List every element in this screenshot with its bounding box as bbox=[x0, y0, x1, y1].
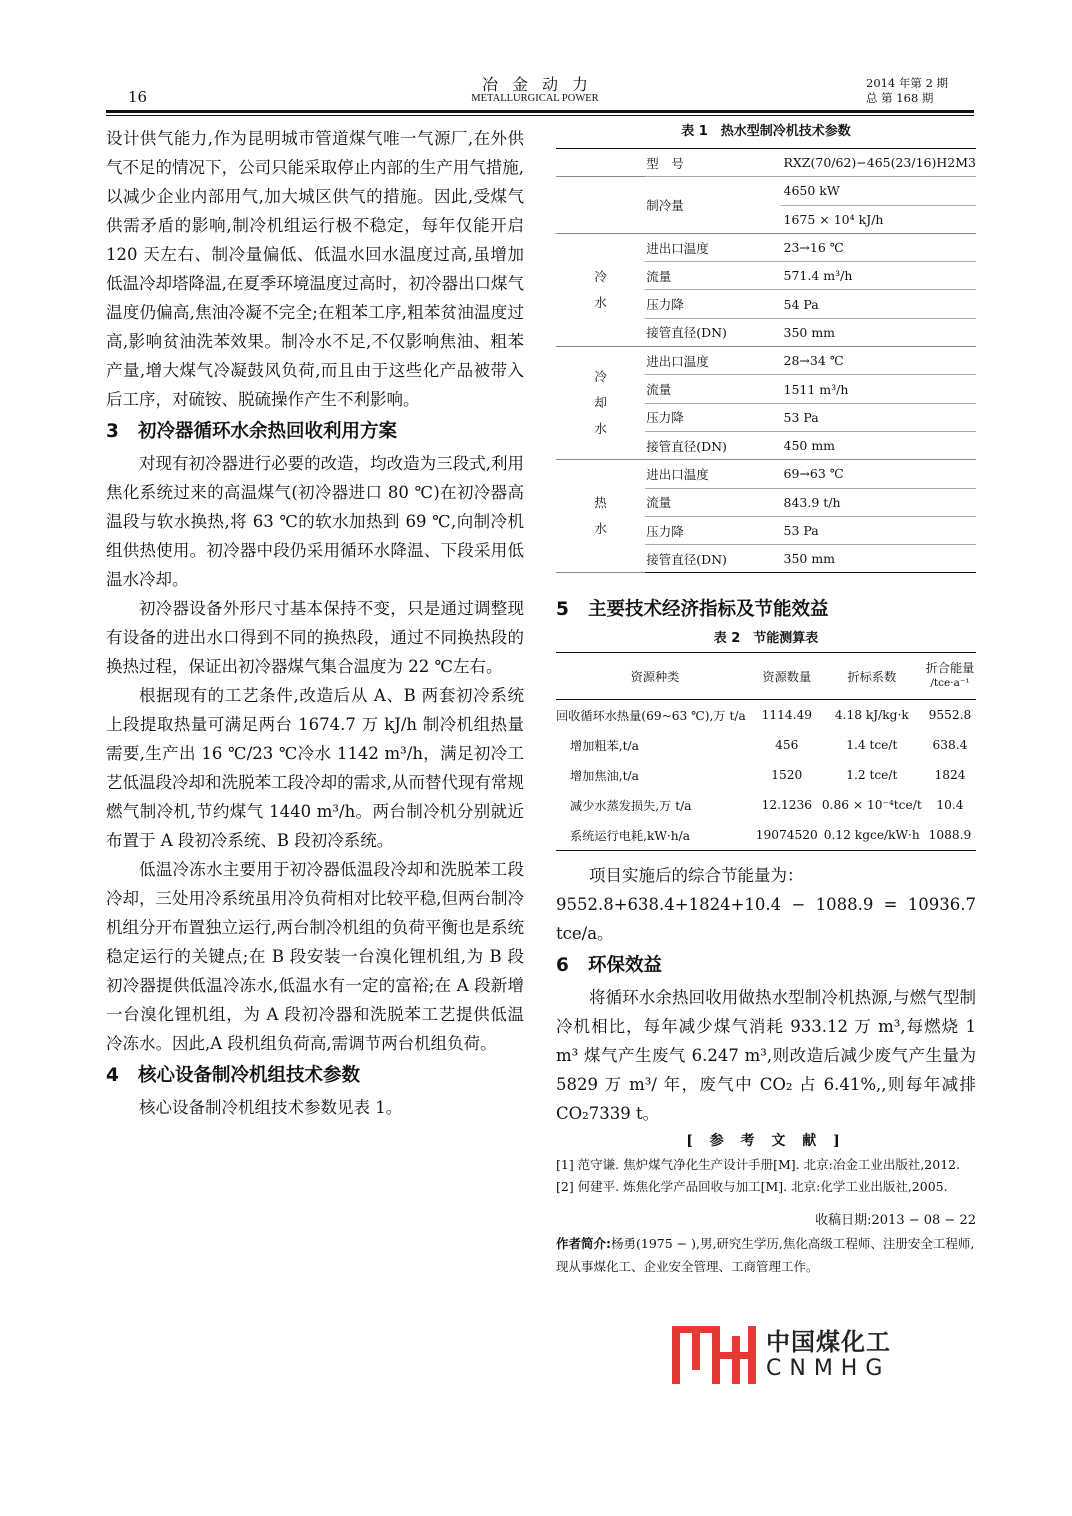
table1-group-label: 冷 水 bbox=[556, 233, 645, 346]
table1-model-label: 型 号 bbox=[645, 149, 780, 177]
table2-caption: 表 2 节能测算表 bbox=[713, 631, 819, 647]
section-4-number: 4 bbox=[106, 1065, 119, 1086]
table2-cell-energy: 638.4 bbox=[932, 738, 968, 753]
table1-param-name: 压力降 bbox=[645, 516, 780, 544]
section-3-title: 初冷器循环水余热回收利用方案 bbox=[138, 421, 398, 442]
table1-param-value: 53 Pa bbox=[781, 516, 977, 544]
table2-cell-energy: 10.4 bbox=[936, 798, 964, 813]
table1-param-value: 1511 m³/h bbox=[781, 375, 977, 403]
table2-cell-coefficient: 1.2 tce/t bbox=[846, 768, 898, 783]
table2-cell-quantity: 19074520 bbox=[755, 828, 818, 843]
table2-cell-resource: 减少水蒸发损失,万 t/a bbox=[570, 798, 692, 813]
table2-header-resource: 资源种类 bbox=[556, 653, 754, 700]
table1-param-value: 350 mm bbox=[783, 551, 836, 567]
table2-header-energy bbox=[924, 653, 976, 700]
reference-2: [2] 何建平. 炼焦化学产品回收与加工[M]. 北京:化学工业出版社,2005. bbox=[556, 1179, 948, 1195]
table2-row bbox=[556, 790, 976, 820]
table2-cell-coefficient: 0.86 × 10⁻⁴tce/t bbox=[821, 798, 922, 813]
table2-cell-energy: 1088.9 bbox=[928, 828, 972, 843]
paragraph-heat-supply: 根据现有的工艺条件,改造后从 A、B 两套初冷系统上段提取热量可满足两台 1674.7 万 kJ/h 制冷机组热量需要,生产出 16 ℃/23 ℃冷水 1142 m³/h，满足初冷工艺低温段冷却和洗脱苯工段冷却的需求,从而替代现有常规燃气制冷机,节约煤气 1440 m³/h。两台制冷机分别就近布置于 A 段初冷系统、B 段初冷系统。 bbox=[106, 686, 524, 850]
table2-energy-savings bbox=[556, 652, 976, 851]
table1-param-name: 流量 bbox=[645, 375, 780, 403]
table1-row bbox=[556, 460, 976, 488]
section-3-heading bbox=[106, 417, 524, 447]
table2-cell-coefficient: 1.4 tce/t bbox=[846, 738, 898, 753]
table1-blank-cell bbox=[556, 177, 645, 234]
table2-cell-resource: 回收循环水热量(69~63 ℃),万 t/a bbox=[556, 708, 746, 723]
right-column bbox=[556, 120, 976, 1278]
section-5-heading bbox=[556, 595, 976, 625]
mh-logo-icon bbox=[672, 1326, 756, 1384]
table1-param-name: 接管直径(DN) bbox=[645, 431, 780, 459]
table2-row bbox=[556, 730, 976, 760]
paragraph-retrofit: 对现有初冷器进行必要的改造，均改造为三段式,利用焦化系统过来的高温煤气(初冷器进口 80 ℃)在初冷器高温段与软水换热,将 63 ℃的软水加热到 69 ℃,向制冷机组供热使用。初冷器中段仍采用循环水降温、下段采用低温水冷却。 bbox=[106, 454, 524, 589]
section-5-number: 5 bbox=[556, 599, 569, 621]
paragraph-dimensions: 初冷器设备外形尺寸基本保持不变，只是通过调整现有设备的进出水口得到不同的换热段，通过不同换热段的换热过程，保证出初冷器煤气集合温度为 22 ℃左右。 bbox=[106, 599, 524, 676]
table1-model-value: RXZ(70/62)−465(23/16)H2M3 bbox=[781, 149, 977, 177]
table2-cell-coefficient: 0.12 kgce/kW·h bbox=[823, 828, 920, 843]
table1-blank-cell bbox=[556, 149, 645, 177]
table1-group-label: 热 水 bbox=[556, 460, 645, 573]
table1-param-name: 压力降 bbox=[645, 403, 780, 431]
issue-info bbox=[866, 76, 948, 106]
author-bio-label: 作者简介: bbox=[556, 1236, 611, 1252]
table1-param-value: 450 mm bbox=[781, 431, 977, 459]
issue-total: 总 第 168 期 bbox=[866, 91, 934, 105]
table2-row bbox=[556, 760, 976, 790]
formula-total-savings: 9552.8+638.4+1824+10.4 − 1088.9 = 10936.7 tce/a。 bbox=[556, 895, 976, 944]
section-6-title: 环保效益 bbox=[588, 955, 663, 977]
table2-cell-energy: 9552.8 bbox=[928, 708, 972, 723]
logo-text-cn: 中国煤化工 bbox=[766, 1328, 891, 1356]
paragraph-environment: 将循环水余热回收用做热水型制冷机热源,与燃气型制冷机相比，每年减少煤气消耗 933.12 万 m³,每燃烧 1 m³ 煤气产生废气 6.247 m³,则改造后减少废气产生量为 5829 万 m³/ 年，废气中 CO₂ 占 6.41%,,则每年减排 CO₂7339 t。 bbox=[556, 988, 976, 1124]
table1-capacity-label: 制冷量 bbox=[645, 177, 780, 234]
table1-param-name: 流量 bbox=[645, 262, 780, 290]
received-date: 收稿日期:2013 − 08 − 22 bbox=[815, 1213, 976, 1229]
table1-param-value: 54 Pa bbox=[781, 290, 977, 318]
paragraph-table-ref: 核心设备制冷机组技术参数见表 1。 bbox=[139, 1098, 403, 1117]
table2-cell-resource: 增加粗苯,t/a bbox=[570, 738, 639, 753]
section-4-title: 核心设备制冷机组技术参数 bbox=[138, 1065, 361, 1086]
header-rule-thick bbox=[106, 110, 974, 113]
left-column bbox=[106, 124, 524, 1122]
table1-row bbox=[556, 347, 976, 375]
references-heading: [ 参 考 文 献 ] bbox=[686, 1133, 846, 1150]
section-5-title: 主要技术经济指标及节能效益 bbox=[588, 599, 829, 621]
page-number: 16 bbox=[128, 88, 148, 106]
author-bio-text: 杨勇(1975 − ),男,研究生学历,焦化高级工程师、注册安全工程师,现从事煤化工、企业安全管理、工商管理工作。 bbox=[556, 1236, 975, 1275]
journal-title-cn: 冶金动力 bbox=[481, 75, 602, 94]
table1-capacity-kw: 4650 kW bbox=[781, 177, 977, 205]
table2-header-energy-label: 折合能量 bbox=[925, 661, 975, 676]
table2-row bbox=[556, 820, 976, 851]
table1-param-name: 进出口温度 bbox=[645, 233, 780, 261]
table1-chiller-params bbox=[556, 148, 976, 573]
table1-param-name: 接管直径(DN) bbox=[646, 551, 727, 567]
table1-group-label: 冷 却 水 bbox=[556, 347, 645, 460]
section-4-heading bbox=[106, 1061, 524, 1091]
journal-title-en: METALLURGICAL POWER bbox=[471, 93, 599, 104]
table2-cell-coefficient: 4.18 kJ/kg·k bbox=[834, 708, 909, 723]
table1-param-value: 28→34 ℃ bbox=[781, 347, 977, 375]
table2-cell-quantity: 456 bbox=[775, 738, 799, 753]
issue-year: 2014 年第 2 期 bbox=[866, 76, 949, 90]
table1-param-name: 进出口温度 bbox=[645, 460, 780, 488]
table1-caption: 表 1 热水型制冷机技术参数 bbox=[681, 124, 851, 139]
table2-cell-energy: 1824 bbox=[934, 768, 966, 783]
table1-param-value: 23→16 ℃ bbox=[781, 233, 977, 261]
table1-param-name: 流量 bbox=[645, 488, 780, 516]
table2-cell-resource: 系统运行电耗,kW·h/a bbox=[570, 828, 691, 843]
reference-1: [1] 范守谦. 焦炉煤气净化生产设计手册[M]. 北京:冶金工业出版社,2012. bbox=[556, 1157, 961, 1173]
logo-text-en: CNMHG bbox=[766, 1356, 891, 1381]
table1-param-value: 350 mm bbox=[781, 318, 977, 346]
paragraph-intro: 设计供气能力,作为昆明城市管道煤气唯一气源厂,在外供气不足的情况下，公司只能采取停止内部的生产用气措施,以减少企业内部用气,加大城区供气的措施。因此,受煤气供需矛盾的影响,制冷机组运行极不稳定，每年仅能开启 120 天左右、制冷量偏低、低温水回水温度过高,虽增加低温冷却塔降温,在夏季环境温度过高时，初冷器出口煤气温度仍偏高,焦油冷凝不完全;在粗苯工序,粗苯贫油温度过高,影响贫油洗苯效果。制冷水不足,不仅影响焦油、粗苯产量,增大煤气冷凝鼓风负荷,而且由于这些化产品被带入后工序，对硫铵、脱硫操作产生不利影响。 bbox=[106, 129, 524, 409]
table2-cell-quantity: 1114.49 bbox=[761, 708, 812, 723]
table1-param-value: 53 Pa bbox=[781, 403, 977, 431]
author-bio bbox=[556, 1232, 976, 1278]
table2-header-coefficient: 折标系数 bbox=[820, 653, 924, 700]
section-3-number: 3 bbox=[106, 421, 119, 442]
paragraph-total-savings: 项目实施后的综合节能量为： bbox=[589, 866, 804, 886]
table1-param-name: 进出口温度 bbox=[645, 347, 780, 375]
paragraph-chilled-water: 低温冷冻水主要用于初冷器低温段冷却和洗脱苯工段冷却，三处用冷系统虽用冷负荷相对比较平稳,但两台制冷机组分开布置独立运行,两台制冷机组的负荷平衡也是系统稳定运行的关键点;在 B 段安装一台溴化锂机组,为 B 段初冷器提供低温冷冻水,低温水有一定的富裕;在 A 段新增一台溴化锂机组，为 A 段初冷器和洗脱苯工艺提供低温冷冻水。因此,A 段机组负荷高,需调节两台机组负荷。 bbox=[106, 860, 524, 1053]
table1-param-name: 压力降 bbox=[645, 290, 780, 318]
table2-row bbox=[556, 700, 976, 731]
table1-capacity-kjh: 1675 × 10⁴ kJ/h bbox=[781, 205, 977, 233]
section-6-heading bbox=[556, 951, 976, 981]
table1-param-name: 接管直径(DN) bbox=[645, 318, 780, 346]
table1-param-value: 843.9 t/h bbox=[781, 488, 977, 516]
table2-header-quantity: 资源数量 bbox=[754, 653, 820, 700]
table2-cell-quantity: 12.1236 bbox=[761, 798, 812, 813]
header-rule-thin bbox=[106, 115, 974, 116]
table1-param-value: 69→63 ℃ bbox=[781, 460, 977, 488]
table2-header-energy-unit: /tce·a⁻¹ bbox=[930, 677, 970, 690]
table1-param-value: 571.4 m³/h bbox=[781, 262, 977, 290]
section-6-number: 6 bbox=[556, 955, 569, 977]
table1-row bbox=[556, 233, 976, 261]
table2-cell-resource: 增加焦油,t/a bbox=[570, 768, 639, 783]
table2-cell-quantity: 1520 bbox=[771, 768, 803, 783]
